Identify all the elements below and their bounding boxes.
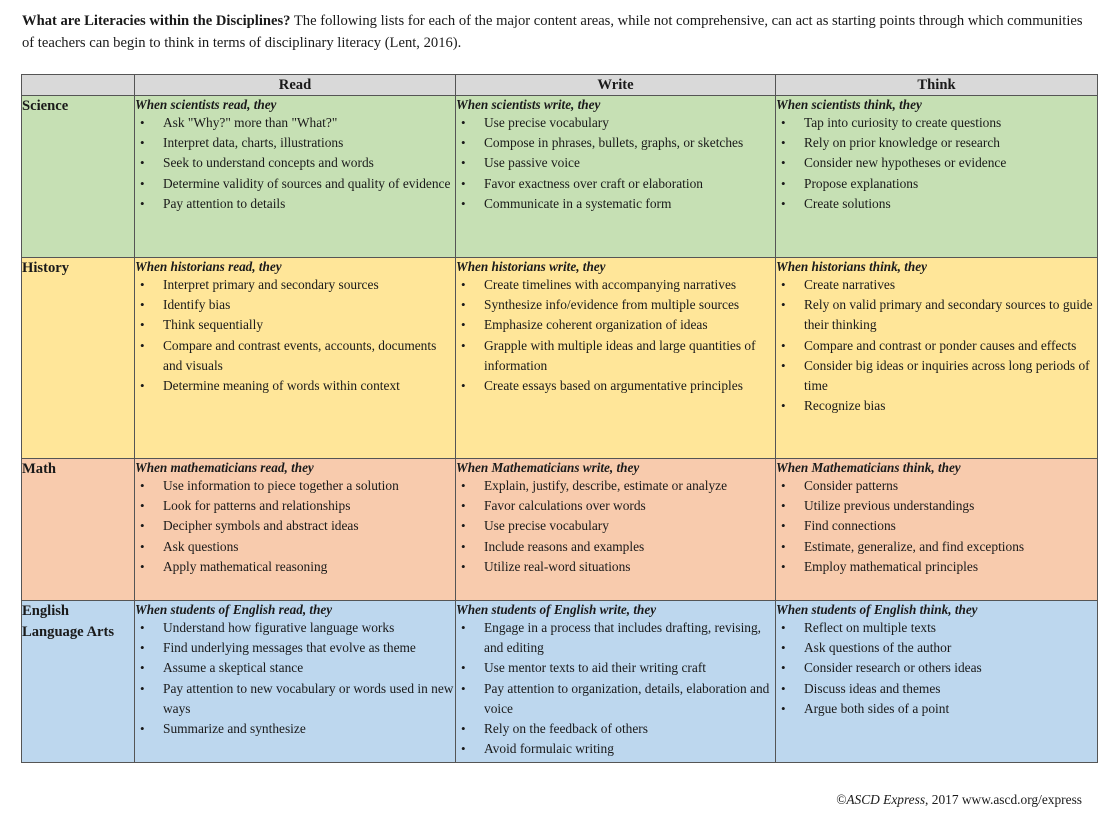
- list-item: • Determine validity of sources and quality of evidence: [135, 174, 455, 194]
- header-row: [22, 75, 1098, 96]
- list-item: • Grapple with multiple ideas and large quantities of information: [456, 336, 775, 376]
- write-bullet-list: [456, 618, 775, 759]
- intro-title: What are Literacies within the Disciplines?: [22, 13, 291, 29]
- write-bullet-list: [456, 113, 775, 214]
- list-item: • Ask questions of the author: [776, 638, 1097, 658]
- literacies-table: [21, 74, 1098, 763]
- list-item: • Compose in phrases, bullets, graphs, or sketches: [456, 133, 775, 153]
- list-item: • Assume a skeptical stance: [135, 658, 455, 678]
- list-item: • Interpret data, charts, illustrations: [135, 133, 455, 153]
- think-bullet-list: [776, 275, 1097, 416]
- list-item: • Communicate in a systematic form: [456, 194, 775, 214]
- list-item: • Explain, justify, describe, estimate or analyze: [456, 476, 775, 496]
- think-cell: [776, 258, 1098, 459]
- read-cell-heading: When historians read, they: [135, 259, 282, 274]
- list-item: • Argue both sides of a point: [776, 699, 1097, 719]
- list-item: • Determine meaning of words within context: [135, 376, 455, 396]
- list-item: • Consider patterns: [776, 476, 1097, 496]
- list-item: • Decipher symbols and abstract ideas: [135, 516, 455, 536]
- header-read: Read: [135, 75, 456, 96]
- subject-label: Science: [22, 96, 135, 258]
- list-item: • Use passive voice: [456, 153, 775, 173]
- list-item: • Ask "Why?" more than "What?": [135, 113, 455, 133]
- intro-paragraph: [22, 10, 1097, 54]
- list-item: • Propose explanations: [776, 174, 1097, 194]
- list-item: • Employ mathematical principles: [776, 557, 1097, 577]
- list-item: • Seek to understand concepts and words: [135, 153, 455, 173]
- list-item: • Understand how figurative language works: [135, 618, 455, 638]
- list-item: • Pay attention to details: [135, 194, 455, 214]
- think-bullet-list: [776, 618, 1097, 719]
- list-item: • Pay attention to new vocabulary or words used in new ways: [135, 679, 455, 719]
- list-item: • Find connections: [776, 516, 1097, 536]
- write-cell: [456, 601, 776, 763]
- read-cell: [135, 601, 456, 763]
- think-bullet-list: [776, 113, 1097, 214]
- list-item: • Synthesize info/evidence from multiple sources: [456, 295, 775, 315]
- list-item: • Interpret primary and secondary sources: [135, 275, 455, 295]
- think-cell: [776, 601, 1098, 763]
- think-cell-heading: When Mathematicians think, they: [776, 460, 961, 475]
- write-cell: [456, 96, 776, 258]
- list-item: • Use information to piece together a solution: [135, 476, 455, 496]
- row-history: [22, 258, 1098, 459]
- list-item: • Discuss ideas and themes: [776, 679, 1097, 699]
- header-corner: [22, 75, 135, 96]
- think-cell-heading: When scientists think, they: [776, 97, 922, 112]
- footer-source: ©ASCD Express: [836, 792, 926, 807]
- think-cell-heading: When historians think, they: [776, 259, 927, 274]
- write-cell-heading: When scientists write, they: [456, 97, 601, 112]
- list-item: • Use precise vocabulary: [456, 516, 775, 536]
- read-cell: [135, 258, 456, 459]
- header-write: Write: [456, 75, 776, 96]
- read-cell-heading: When mathematicians read, they: [135, 460, 314, 475]
- read-bullet-list: [135, 113, 455, 214]
- write-cell: [456, 258, 776, 459]
- list-item: • Find underlying messages that evolve as theme: [135, 638, 455, 658]
- list-item: • Utilize previous understandings: [776, 496, 1097, 516]
- read-cell: [135, 459, 456, 601]
- read-bullet-list: [135, 618, 455, 739]
- write-cell: [456, 459, 776, 601]
- subject-label: History: [22, 258, 135, 459]
- think-cell: [776, 459, 1098, 601]
- list-item: • Pay attention to organization, details, elaboration and voice: [456, 679, 775, 719]
- subject-label: English Language Arts: [22, 601, 135, 763]
- row-science: [22, 96, 1098, 258]
- list-item: • Compare and contrast events, accounts, documents and visuals: [135, 336, 455, 376]
- row-ela: [22, 601, 1098, 763]
- list-item: • Favor exactness over craft or elaboration: [456, 174, 775, 194]
- list-item: • Emphasize coherent organization of ideas: [456, 315, 775, 335]
- list-item: • Consider big ideas or inquiries across long periods of time: [776, 356, 1097, 396]
- list-item: • Create timelines with accompanying narratives: [456, 275, 775, 295]
- list-item: • Engage in a process that includes drafting, revising, and editing: [456, 618, 775, 658]
- list-item: • Use mentor texts to aid their writing craft: [456, 658, 775, 678]
- list-item: • Identify bias: [135, 295, 455, 315]
- list-item: • Recognize bias: [776, 396, 1097, 416]
- think-cell-heading: When students of English think, they: [776, 602, 978, 617]
- footer-rest: , 2017 www.ascd.org/express: [925, 792, 1082, 807]
- list-item: • Utilize real-word situations: [456, 557, 775, 577]
- list-item: • Favor calculations over words: [456, 496, 775, 516]
- list-item: • Create narratives: [776, 275, 1097, 295]
- row-math: [22, 459, 1098, 601]
- list-item: • Look for patterns and relationships: [135, 496, 455, 516]
- list-item: • Create solutions: [776, 194, 1097, 214]
- list-item: • Rely on valid primary and secondary sources to guide their thinking: [776, 295, 1097, 335]
- list-item: • Consider new hypotheses or evidence: [776, 153, 1097, 173]
- footer-credit: [836, 792, 1082, 808]
- read-cell-heading: When students of English read, they: [135, 602, 333, 617]
- read-cell-heading: When scientists read, they: [135, 97, 277, 112]
- write-bullet-list: [456, 476, 775, 577]
- header-think: Think: [776, 75, 1098, 96]
- list-item: • Create essays based on argumentative principles: [456, 376, 775, 396]
- write-cell-heading: When Mathematicians write, they: [456, 460, 640, 475]
- read-cell: [135, 96, 456, 258]
- list-item: • Ask questions: [135, 537, 455, 557]
- list-item: • Summarize and synthesize: [135, 719, 455, 739]
- list-item: • Think sequentially: [135, 315, 455, 335]
- list-item: • Reflect on multiple texts: [776, 618, 1097, 638]
- write-cell-heading: When students of English write, they: [456, 602, 657, 617]
- list-item: • Use precise vocabulary: [456, 113, 775, 133]
- list-item: • Include reasons and examples: [456, 537, 775, 557]
- list-item: • Compare and contrast or ponder causes and effects: [776, 336, 1097, 356]
- intro-text: The following lists for each of the major content areas, while not comprehensive, can act as starting points through which communities of teachers can begin to think in terms of disciplinary literacy (Lent, 2016).: [22, 13, 1083, 51]
- read-bullet-list: [135, 476, 455, 577]
- list-item: • Rely on the feedback of others: [456, 719, 775, 739]
- list-item: • Rely on prior knowledge or research: [776, 133, 1097, 153]
- list-item: • Estimate, generalize, and find exceptions: [776, 537, 1097, 557]
- think-bullet-list: [776, 476, 1097, 577]
- list-item: • Apply mathematical reasoning: [135, 557, 455, 577]
- list-item: • Avoid formulaic writing: [456, 739, 775, 759]
- write-cell-heading: When historians write, they: [456, 259, 606, 274]
- write-bullet-list: [456, 275, 775, 396]
- list-item: • Consider research or others ideas: [776, 658, 1097, 678]
- think-cell: [776, 96, 1098, 258]
- list-item: • Tap into curiosity to create questions: [776, 113, 1097, 133]
- read-bullet-list: [135, 275, 455, 396]
- subject-label: Math: [22, 459, 135, 601]
